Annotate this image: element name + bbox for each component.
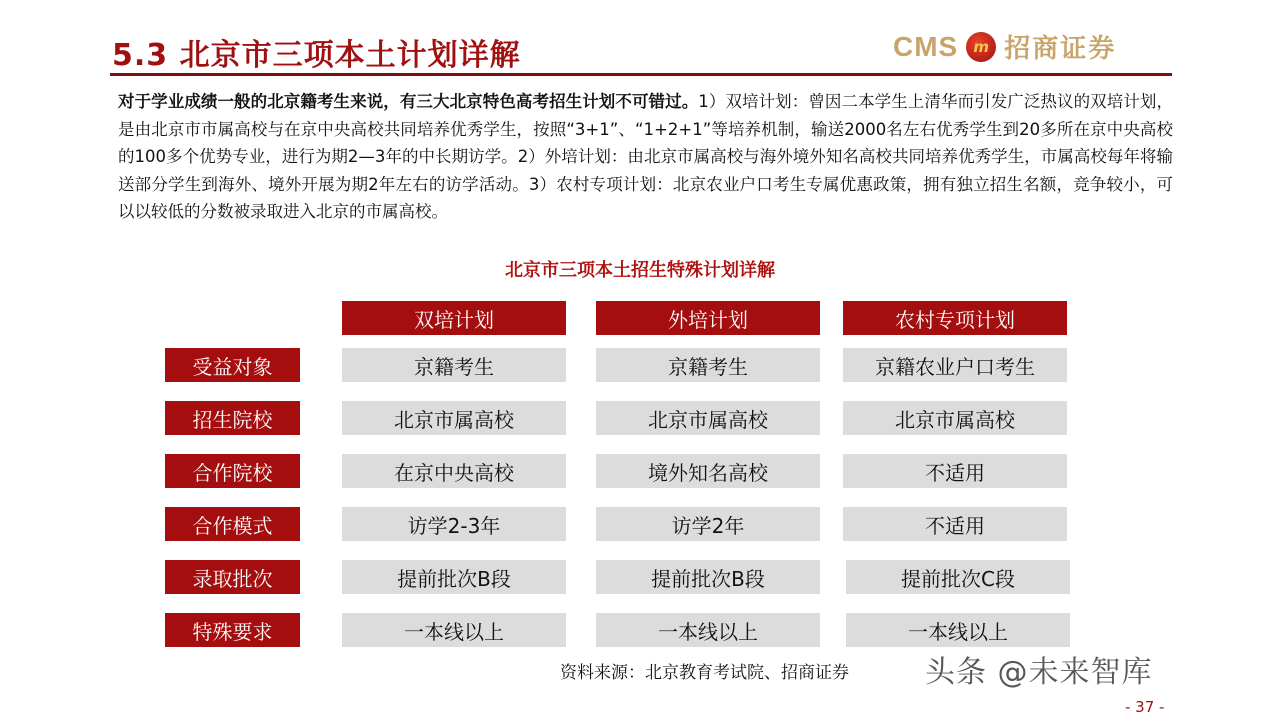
page-number: - 37 - [1125,698,1165,716]
column-header: 农村专项计划 [843,301,1067,335]
row-label: 招生院校 [165,401,300,435]
page-title: 5.3 北京市三项本土计划详解 [112,38,521,73]
header-divider [110,73,1172,76]
company-logo [893,28,1116,65]
watermark: 头条 @未来智库 [925,655,1153,690]
table-cell: 不适用 [843,454,1067,488]
source-note: 资料来源：北京教育考试院、招商证券 [560,663,849,683]
table-cell: 提前批次B段 [596,560,820,594]
logo-cn: 招商证券 [1004,34,1117,64]
table-cell: 提前批次B段 [342,560,566,594]
table-cell: 在京中央高校 [342,454,566,488]
intro-bold: 对于学业成绩一般的北京籍考生来说，有三大北京特色高考招生计划不可错过。 [118,92,699,111]
logo-cms: CMS [893,30,959,62]
table-cell: 访学2年 [596,507,820,541]
table-cell: 境外知名高校 [596,454,820,488]
table-caption: 北京市三项本土招生特殊计划详解 [505,260,775,281]
row-label: 录取批次 [165,560,300,594]
row-label: 合作模式 [165,507,300,541]
column-header: 外培计划 [596,301,820,335]
table-cell: 北京市属高校 [342,401,566,435]
table-cell: 一本线以上 [846,613,1070,647]
logo-badge-icon: m [966,32,996,62]
table-cell: 京籍考生 [342,348,566,382]
table-cell: 一本线以上 [342,613,566,647]
row-label: 受益对象 [165,348,300,382]
intro-paragraph [118,88,1173,226]
table-cell: 一本线以上 [596,613,820,647]
table-cell: 北京市属高校 [596,401,820,435]
column-header: 双培计划 [342,301,566,335]
row-label: 特殊要求 [165,613,300,647]
intro-text: 1）双培计划：曾因二本学生上清华而引发广泛热议的双培计划，是由北京市市属高校与在京中央高校共同培养优秀学生，按照“3+1”、“1+2+1”等培养机制，输送2000名左右优秀学生到20多所在京中央高校的100多个优势专业，进行为期2—3年的中长期访学。2）外培计划：由北京市属高校与海外境外知名高校共同培养优秀学生，市属高校每年将输送部分学生到海外、境外开展为期2年左右的访学活动。3）农村专项计划：北京农业户口考生专属优惠政策，拥有独立招生名额，竞争较小，可以以较低的分数被录取进入北京的市属高校。 [118,92,1174,221]
table-cell: 北京市属高校 [843,401,1067,435]
table-cell: 京籍农业户口考生 [843,348,1067,382]
row-label: 合作院校 [165,454,300,488]
table-cell: 京籍考生 [596,348,820,382]
table-cell: 提前批次C段 [846,560,1070,594]
table-cell: 访学2-3年 [342,507,566,541]
table-cell: 不适用 [843,507,1067,541]
